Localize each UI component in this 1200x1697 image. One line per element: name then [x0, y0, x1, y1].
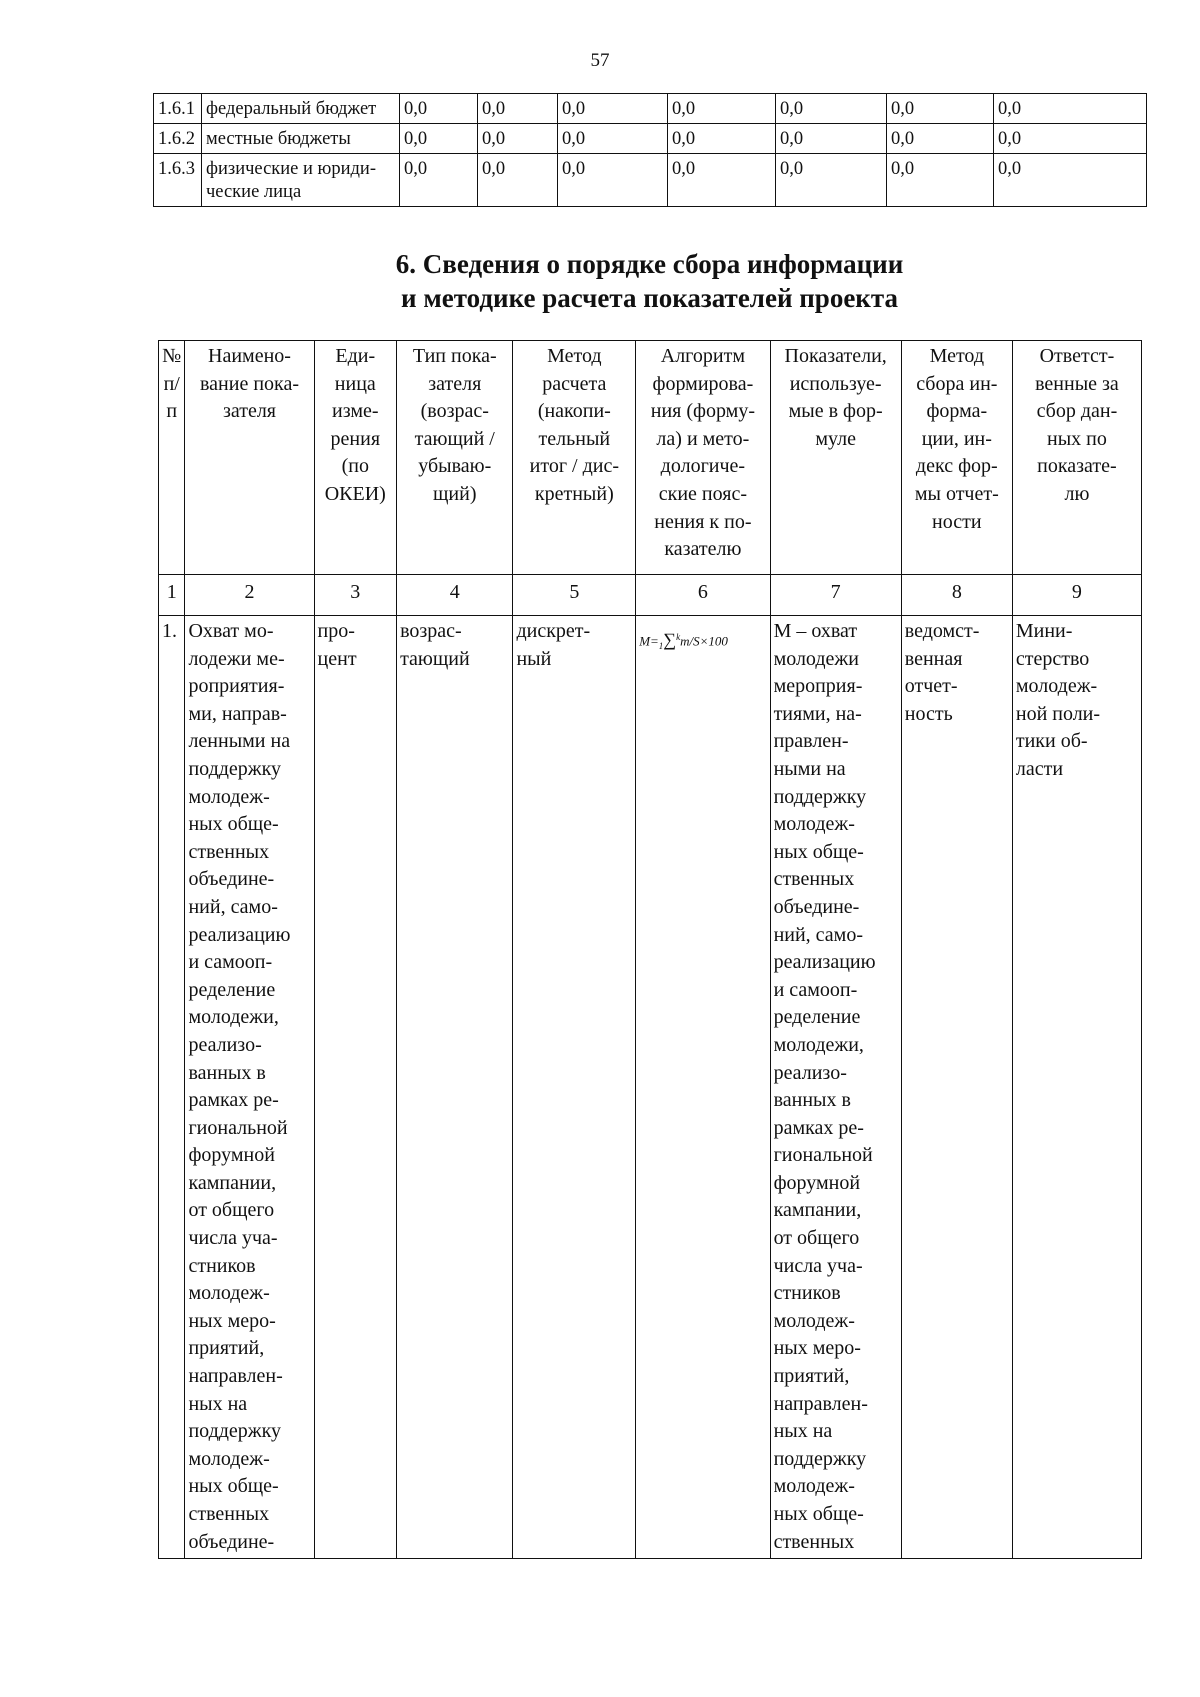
budget-value-cell: 0,0 [887, 124, 994, 154]
section-title-line2: и методике расчета показателей проекта [401, 283, 898, 313]
budget-source-cell: местные бюджеты [202, 124, 400, 154]
budget-value-cell: 0,0 [776, 94, 887, 124]
budget-source-cell: физические и юриди- ческие лица [202, 154, 400, 207]
budget-value-cell: 0,0 [668, 124, 776, 154]
budget-value-cell: 0,0 [994, 154, 1147, 207]
column-number: 1 [159, 575, 185, 616]
formula-lower-limit: 1 [658, 640, 664, 651]
column-number: 6 [636, 575, 770, 616]
budget-code-cell: 1.6.3 [154, 154, 202, 207]
budget-value-cell: 0,0 [558, 124, 668, 154]
budget-value-cell: 0,0 [668, 154, 776, 207]
column-number: 3 [314, 575, 397, 616]
budget-value-cell: 0,0 [994, 124, 1147, 154]
budget-value-cell: 0,0 [776, 154, 887, 207]
formula-rhs: m/S×100 [680, 633, 728, 649]
budget-source-cell: федеральный бюджет [202, 94, 400, 124]
collection-method-cell: ведомст- венная отчет- ность [901, 616, 1012, 1559]
section-title-line1: 6. Сведения о порядке сбора информации [395, 249, 904, 279]
budget-value-cell: 0,0 [994, 94, 1147, 124]
budget-row [154, 154, 1147, 207]
method-table-number-row [159, 575, 1142, 616]
column-number: 8 [901, 575, 1012, 616]
column-number: 4 [397, 575, 513, 616]
method-table [158, 340, 1142, 1559]
budget-value-cell: 0,0 [558, 154, 668, 207]
unit-cell: про- цент [314, 616, 397, 1559]
indicator-type-cell: возрас- тающий [397, 616, 513, 1559]
formula-cell [636, 616, 770, 1559]
section-title [153, 247, 1146, 315]
column-number: 9 [1012, 575, 1141, 616]
indicator-name-cell: Охват мо- лодежи ме- роприятия- ми, направ- ленными на поддержку молодеж- ных обще- ственных объедине- ний, само- реализацию и самооп- ределение молодежи, реализо- ванных в рамках ре- гиональной форумной кампании, от общего числа уча- стников молодеж- ных меро- приятий, направлен- ных на поддержку молодеж- ных обще- ственных объедине- [185, 616, 314, 1559]
budget-code-cell: 1.6.1 [154, 94, 202, 124]
budget-code-cell: 1.6.2 [154, 124, 202, 154]
formula-indicators-cell: М – охват молодежи мероприя- тиями, на- правлен- ными на поддержку молодеж- ных обще- ственных объедине- ний, само- реализацию и самооп- ределение молодежи, реализо- ванных в рамках ре- гиональной форумной кампании, от общего числа уча- стников молодеж- ных меро- приятий, направлен- ных на поддержку молодеж- ных обще- ственных [770, 616, 901, 1559]
budget-value-cell: 0,0 [887, 94, 994, 124]
column-header: Метод сбора ин- форма- ции, ин- декс фор- мы отчет- ности [901, 341, 1012, 575]
budget-value-cell: 0,0 [478, 94, 558, 124]
formula-sum-symbol: ∑ [663, 629, 677, 650]
column-header: № п/ п [159, 341, 185, 575]
budget-value-cell: 0,0 [400, 124, 478, 154]
column-header: Тип пока- зателя (возрас- тающий / убываю- щий) [397, 341, 513, 575]
formula-lhs: M= [639, 633, 659, 649]
column-number: 7 [770, 575, 901, 616]
budget-value-cell: 0,0 [776, 124, 887, 154]
column-header: Еди- ница изме- рения (по ОКЕИ) [314, 341, 397, 575]
responsible-cell: Мини- стерство молодеж- ной поли- тики об- ласти [1012, 616, 1141, 1559]
method-table-row [159, 616, 1142, 1559]
row-number-cell: 1. [159, 616, 185, 1559]
column-header: Метод расчета (накопи- тельный итог / дис- кретный) [513, 341, 636, 575]
budget-value-cell: 0,0 [478, 154, 558, 207]
page-number: 57 [590, 50, 610, 71]
budget-value-cell: 0,0 [478, 124, 558, 154]
column-number: 2 [185, 575, 314, 616]
column-number: 5 [513, 575, 636, 616]
budget-row [154, 94, 1147, 124]
calculation-method-cell: дискрет- ный [513, 616, 636, 1559]
column-header: Ответст- венные за сбор дан- ных по показате- лю [1012, 341, 1141, 575]
column-header: Алгоритм формирова- ния (форму- ла) и мето- дологиче- ские пояс- нения к по- казателю [636, 341, 770, 575]
budget-table [153, 93, 1147, 207]
method-table-header-row [159, 341, 1142, 575]
formula [639, 618, 766, 661]
budget-value-cell: 0,0 [558, 94, 668, 124]
budget-value-cell: 0,0 [668, 94, 776, 124]
column-header: Наимено- вание пока- зателя [185, 341, 314, 575]
formula-upper-limit: k [676, 632, 681, 642]
budget-value-cell: 0,0 [400, 94, 478, 124]
column-header: Показатели, используе- мые в фор- муле [770, 341, 901, 575]
budget-row [154, 124, 1147, 154]
budget-value-cell: 0,0 [887, 154, 994, 207]
budget-value-cell: 0,0 [400, 154, 478, 207]
